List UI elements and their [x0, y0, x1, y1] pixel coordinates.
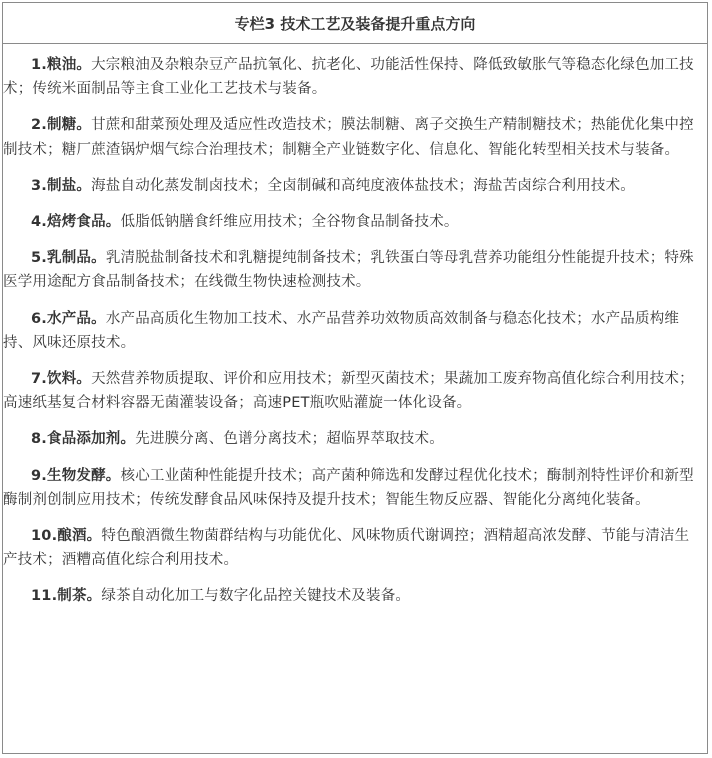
column-content [3, 44, 707, 609]
item-text: 天然营养物质提取、评价和应用技术；新型灭菌技术；果蔬加工废弃物高值化综合利用技术；高速纸基复合材料容器无菌灌装设备；高速PET瓶吹贴灌旋一体化设备。 [3, 371, 694, 412]
item-heading: 6.水产品。 [31, 310, 106, 327]
item-heading: 11.制茶。 [31, 588, 102, 605]
item-text: 低脂低钠膳食纤维应用技术；全谷物食品制备技术。 [120, 214, 459, 231]
item-aquatic [3, 307, 701, 355]
item-heading: 1.粮油。 [31, 57, 92, 73]
item-tea [3, 584, 701, 608]
item-heading: 7.饮料。 [31, 371, 92, 388]
item-heading: 5.乳制品。 [31, 250, 106, 267]
item-fermentation [3, 464, 701, 512]
item-text: 乳清脱盐制备技术和乳糖提纯制备技术；乳铁蛋白等母乳营养功能组分性能提升技术；特殊医学用途配方食品制备技术；在线微生物快速检测技术。 [3, 250, 694, 291]
column-box [2, 2, 708, 754]
item-beverage [3, 367, 701, 415]
item-text: 甘蔗和甜菜预处理及适应性改造技术；膜法制糖、离子交换生产精制糖技术；热能优化集中控制技术；糖厂蔗渣锅炉烟气综合治理技术；制糖全产业链数字化、信息化、智能化转型相关技术与装备。 [3, 117, 694, 158]
item-text: 海盐自动化蒸发制卤技术；全卤制碱和高纯度液体盐技术；海盐苦卤综合利用技术。 [91, 177, 636, 194]
item-grain-oil [3, 53, 701, 101]
item-text: 特色酿酒微生物菌群结构与功能优化、风味物质代谢调控；酒精超高浓发酵、节能与清洁生产技术；酒糟高值化综合利用技术。 [3, 528, 690, 569]
item-food-additive [3, 427, 701, 451]
item-heading: 10.酿酒。 [31, 528, 102, 545]
item-salt [3, 174, 701, 198]
item-bakery [3, 210, 701, 234]
item-sugar [3, 113, 701, 161]
item-heading: 9.生物发酵。 [31, 467, 121, 484]
item-text: 核心工业菌种性能提升技术；高产菌种筛选和发酵过程优化技术；酶制剂特性评价和新型酶制剂创制应用技术；传统发酵食品风味保持及提升技术；智能生物反应器、智能化分离纯化装备。 [3, 467, 694, 508]
column-title: 专栏3 技术工艺及装备提升重点方向 [3, 3, 707, 44]
item-brewing [3, 524, 701, 572]
item-heading: 3.制盐。 [31, 177, 92, 194]
item-text: 大宗粮油及杂粮杂豆产品抗氧化、抗老化、功能活性保持、降低致敏胀气等稳态化绿色加工技术；传统米面制品等主食工业化工艺技术与装备。 [3, 57, 694, 98]
item-text: 水产品高质化生物加工技术、水产品营养功效物质高效制备与稳态化技术；水产品质构维持、风味还原技术。 [3, 310, 680, 351]
item-text: 先进膜分离、色谱分离技术；超临界萃取技术。 [135, 431, 444, 448]
item-text: 绿茶自动化加工与数字化品控关键技术及装备。 [101, 588, 411, 605]
item-heading: 4.焙烤食品。 [31, 214, 121, 231]
item-heading: 2.制糖。 [31, 117, 92, 134]
item-heading: 8.食品添加剂。 [31, 431, 136, 448]
item-dairy [3, 246, 701, 294]
